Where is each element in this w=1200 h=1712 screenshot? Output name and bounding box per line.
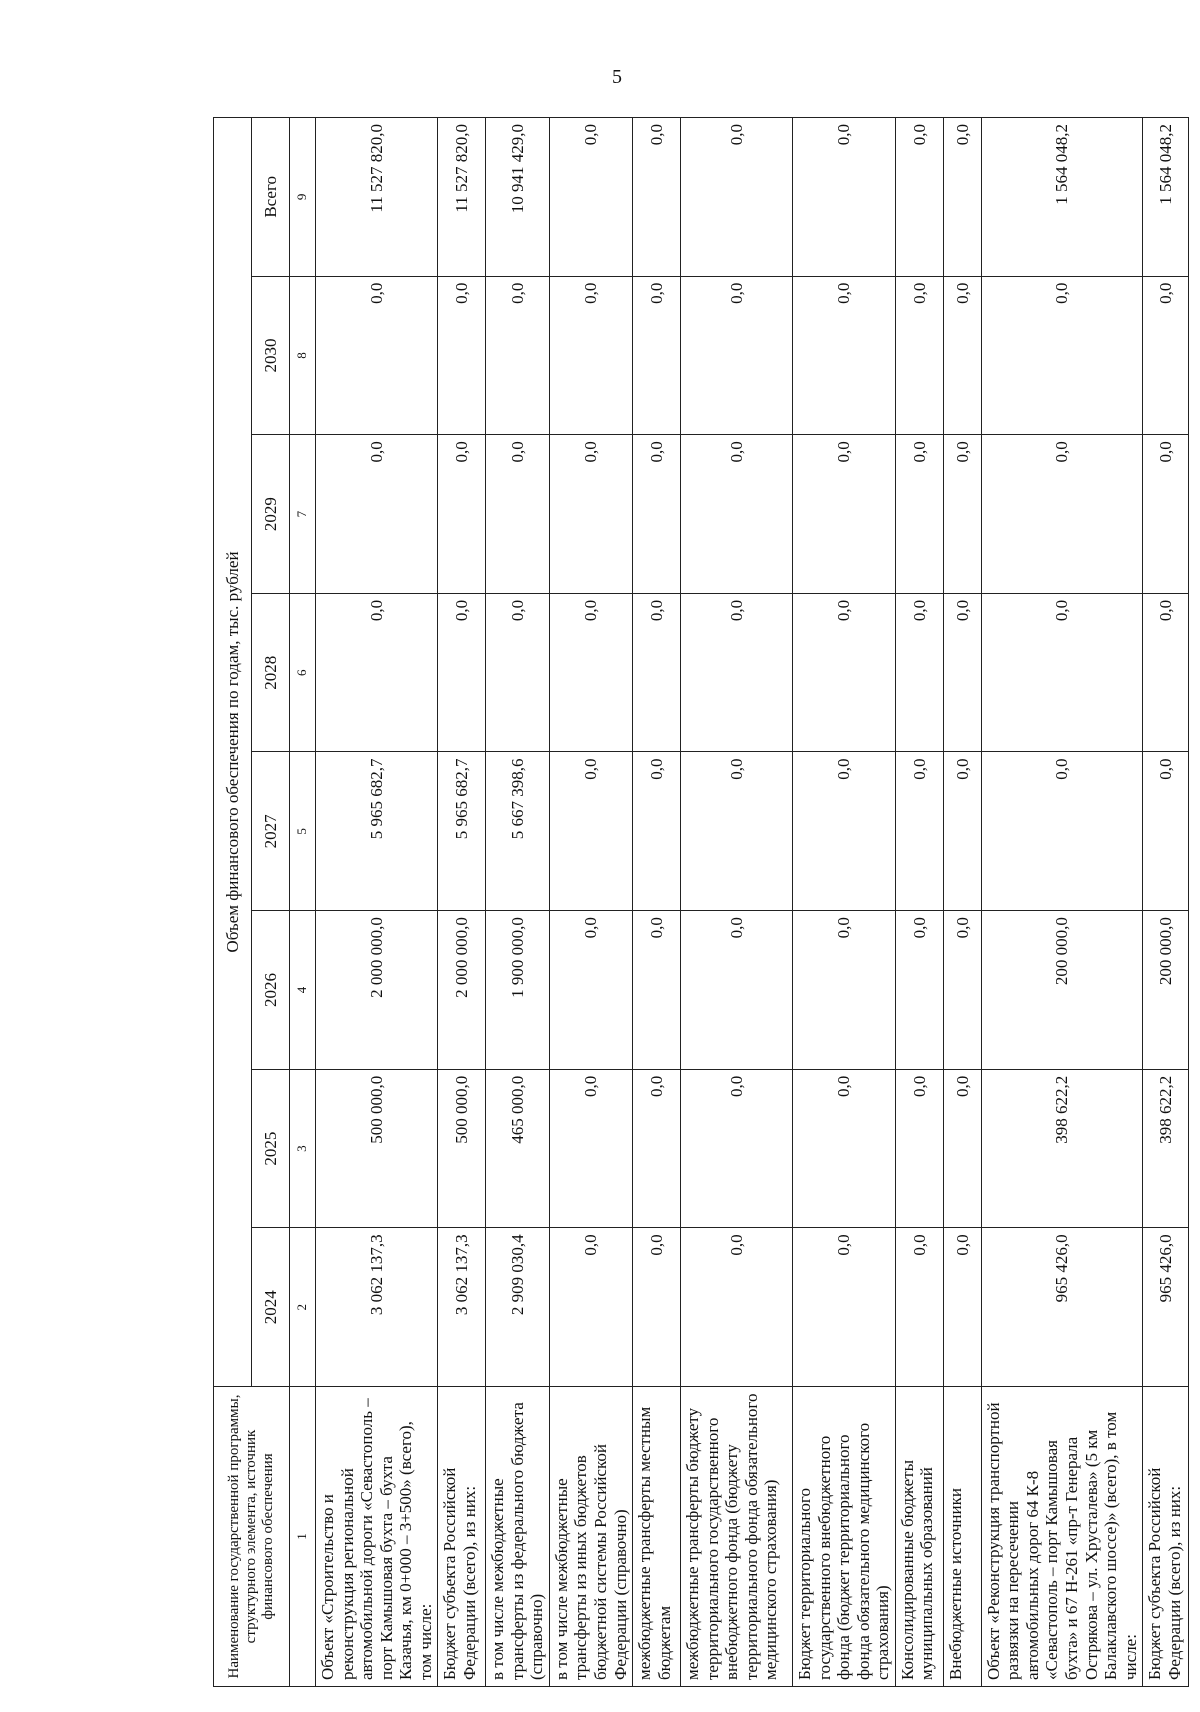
header-total: Всего (252, 118, 290, 277)
table-row (316, 118, 438, 1687)
cell-value: 1 564 048,2 (981, 118, 1142, 277)
row-name: Бюджет субъекта Российской Федерации (всего), из них: (1143, 1387, 1189, 1687)
cell-value: 0,0 (633, 276, 681, 435)
cell-value: 0,0 (1143, 276, 1189, 435)
cell-value: 0,0 (943, 911, 981, 1070)
cell-value: 0,0 (486, 435, 550, 594)
cell-value: 0,0 (486, 276, 550, 435)
page-number: 5 (612, 66, 622, 88)
column-number: 9 (290, 118, 316, 277)
cell-value: 0,0 (981, 752, 1142, 911)
cell-value: 0,0 (549, 1069, 632, 1228)
cell-value: 0,0 (895, 1228, 943, 1387)
cell-value: 5 965 682,7 (316, 752, 438, 911)
cell-value: 0,0 (633, 593, 681, 752)
header-year: 2024 (252, 1228, 290, 1387)
header-year: 2026 (252, 911, 290, 1070)
column-number: 1 (290, 1387, 316, 1687)
cell-value: 0,0 (793, 276, 896, 435)
cell-value: 0,0 (895, 118, 943, 277)
cell-value: 0,0 (438, 593, 486, 752)
cell-value: 0,0 (943, 593, 981, 752)
cell-value: 200 000,0 (1143, 911, 1189, 1070)
cell-value: 0,0 (943, 118, 981, 277)
cell-value: 2 000 000,0 (316, 911, 438, 1070)
cell-value: 0,0 (633, 118, 681, 277)
cell-value: 0,0 (681, 1069, 793, 1228)
cell-value: 0,0 (895, 276, 943, 435)
cell-value: 0,0 (1143, 593, 1189, 752)
cell-value: 0,0 (895, 1069, 943, 1228)
cell-value: 0,0 (316, 593, 438, 752)
cell-value: 398 622,2 (981, 1069, 1142, 1228)
column-number: 3 (290, 1069, 316, 1228)
cell-value: 0,0 (1143, 752, 1189, 911)
cell-value: 0,0 (793, 752, 896, 911)
cell-value: 0,0 (549, 276, 632, 435)
cell-value: 11 527 820,0 (438, 118, 486, 277)
header-volume-label: Объем финансового обеспечения по годам, тыс. рублей (214, 118, 252, 1387)
table-row (681, 118, 793, 1687)
cell-value: 965 426,0 (981, 1228, 1142, 1387)
table-row (486, 118, 550, 1687)
table-row (549, 118, 632, 1687)
cell-value: 0,0 (681, 1228, 793, 1387)
cell-value: 0,0 (549, 1228, 632, 1387)
header-year: 2030 (252, 276, 290, 435)
row-name: Консолидированные бюджеты муниципальных образований (895, 1387, 943, 1687)
row-name: межбюджетные трансферты бюджету территориального государственного внебюджетного фонда (бюджету территориального фонда обязательного медицинского страхования) (681, 1387, 793, 1687)
cell-value: 0,0 (681, 911, 793, 1070)
cell-value: 0,0 (681, 435, 793, 594)
header-name-column: Наименование государственной программы, структурного элемента, источник финансового обеспечения (214, 1387, 290, 1687)
cell-value: 0,0 (549, 435, 632, 594)
column-number: 4 (290, 911, 316, 1070)
header-year: 2025 (252, 1069, 290, 1228)
header-year: 2029 (252, 435, 290, 594)
cell-value: 0,0 (793, 593, 896, 752)
cell-value: 0,0 (895, 911, 943, 1070)
cell-value: 0,0 (633, 1069, 681, 1228)
cell-value: 0,0 (681, 593, 793, 752)
cell-value: 0,0 (943, 1228, 981, 1387)
financing-table-container (213, 117, 1184, 1687)
cell-value: 0,0 (549, 118, 632, 277)
cell-value: 0,0 (549, 911, 632, 1070)
table-row (981, 118, 1142, 1687)
cell-value: 0,0 (793, 1069, 896, 1228)
column-number: 6 (290, 593, 316, 752)
cell-value: 0,0 (438, 435, 486, 594)
cell-value: 500 000,0 (438, 1069, 486, 1228)
cell-value: 2 909 030,4 (486, 1228, 550, 1387)
table-row (943, 118, 981, 1687)
table-row (895, 118, 943, 1687)
cell-value: 0,0 (943, 435, 981, 594)
row-name: Внебюджетные источники (943, 1387, 981, 1687)
cell-value: 0,0 (793, 911, 896, 1070)
cell-value: 0,0 (486, 593, 550, 752)
cell-value: 0,0 (981, 593, 1142, 752)
column-number: 8 (290, 276, 316, 435)
table-row (793, 118, 896, 1687)
cell-value: 0,0 (895, 752, 943, 911)
cell-value: 5 965 682,7 (438, 752, 486, 911)
cell-value: 0,0 (895, 593, 943, 752)
row-name: межбюджетные трансферты местным бюджетам (633, 1387, 681, 1687)
cell-value: 0,0 (316, 276, 438, 435)
cell-value: 500 000,0 (316, 1069, 438, 1228)
table-row (633, 118, 681, 1687)
cell-value: 0,0 (943, 276, 981, 435)
cell-value: 0,0 (943, 1069, 981, 1228)
cell-value: 0,0 (633, 911, 681, 1070)
column-number: 5 (290, 752, 316, 911)
cell-value: 11 527 820,0 (316, 118, 438, 277)
cell-value: 0,0 (793, 1228, 896, 1387)
cell-value: 0,0 (681, 752, 793, 911)
header-year: 2027 (252, 752, 290, 911)
cell-value: 965 426,0 (1143, 1228, 1189, 1387)
cell-value: 0,0 (1143, 435, 1189, 594)
cell-value: 200 000,0 (981, 911, 1142, 1070)
row-name: Бюджет субъекта Российской Федерации (всего), из них: (438, 1387, 486, 1687)
cell-value: 0,0 (438, 276, 486, 435)
cell-value: 0,0 (981, 435, 1142, 594)
cell-value: 2 000 000,0 (438, 911, 486, 1070)
cell-value: 0,0 (793, 118, 896, 277)
cell-value: 0,0 (895, 435, 943, 594)
cell-value: 3 062 137,3 (438, 1228, 486, 1387)
row-name: в том числе межбюджетные трансферты из федерального бюджета (справочно) (486, 1387, 550, 1687)
column-number: 7 (290, 435, 316, 594)
cell-value: 0,0 (793, 435, 896, 594)
cell-value: 1 564 048,2 (1143, 118, 1189, 277)
cell-value: 398 622,2 (1143, 1069, 1189, 1228)
column-number: 2 (290, 1228, 316, 1387)
financing-table (213, 117, 1189, 1687)
table-row (1143, 118, 1189, 1687)
cell-value: 0,0 (943, 752, 981, 911)
header-year: 2028 (252, 593, 290, 752)
row-name: Объект «Строительство и реконструкция региональной автомобильной дороги «Севастополь – порт Камышовая бухта – бухта Казачья, км 0+000 – 3+500» (всего), том числе: (316, 1387, 438, 1687)
cell-value: 0,0 (549, 593, 632, 752)
cell-value: 0,0 (633, 1228, 681, 1387)
cell-value: 0,0 (633, 435, 681, 594)
cell-value: 0,0 (549, 752, 632, 911)
cell-value: 5 667 398,6 (486, 752, 550, 911)
cell-value: 10 941 429,0 (486, 118, 550, 277)
row-name: в том числе межбюджетные трансферты из иных бюджетов бюджетной системы Российской Федерации (справочно) (549, 1387, 632, 1687)
row-name: Объект «Реконструкция транспортной развязки на пересечении автомобильных дорог 64 К-8 «Севастополь – порт Камышовая бухта» и 67 Н-261 «пр-т Генерала Острякова – ул. Хрусталева» (5 км Балаклавского шоссе)» (всего), в том числе: (981, 1387, 1142, 1687)
cell-value: 0,0 (981, 276, 1142, 435)
cell-value: 0,0 (633, 752, 681, 911)
cell-value: 0,0 (681, 276, 793, 435)
cell-value: 3 062 137,3 (316, 1228, 438, 1387)
cell-value: 1 900 000,0 (486, 911, 550, 1070)
table-row (438, 118, 486, 1687)
cell-value: 465 000,0 (486, 1069, 550, 1228)
row-name: Бюджет территориального государственного внебюджетного фонда (бюджет территориального фонда обязательного медицинского страхования) (793, 1387, 896, 1687)
cell-value: 0,0 (681, 118, 793, 277)
cell-value: 0,0 (316, 435, 438, 594)
